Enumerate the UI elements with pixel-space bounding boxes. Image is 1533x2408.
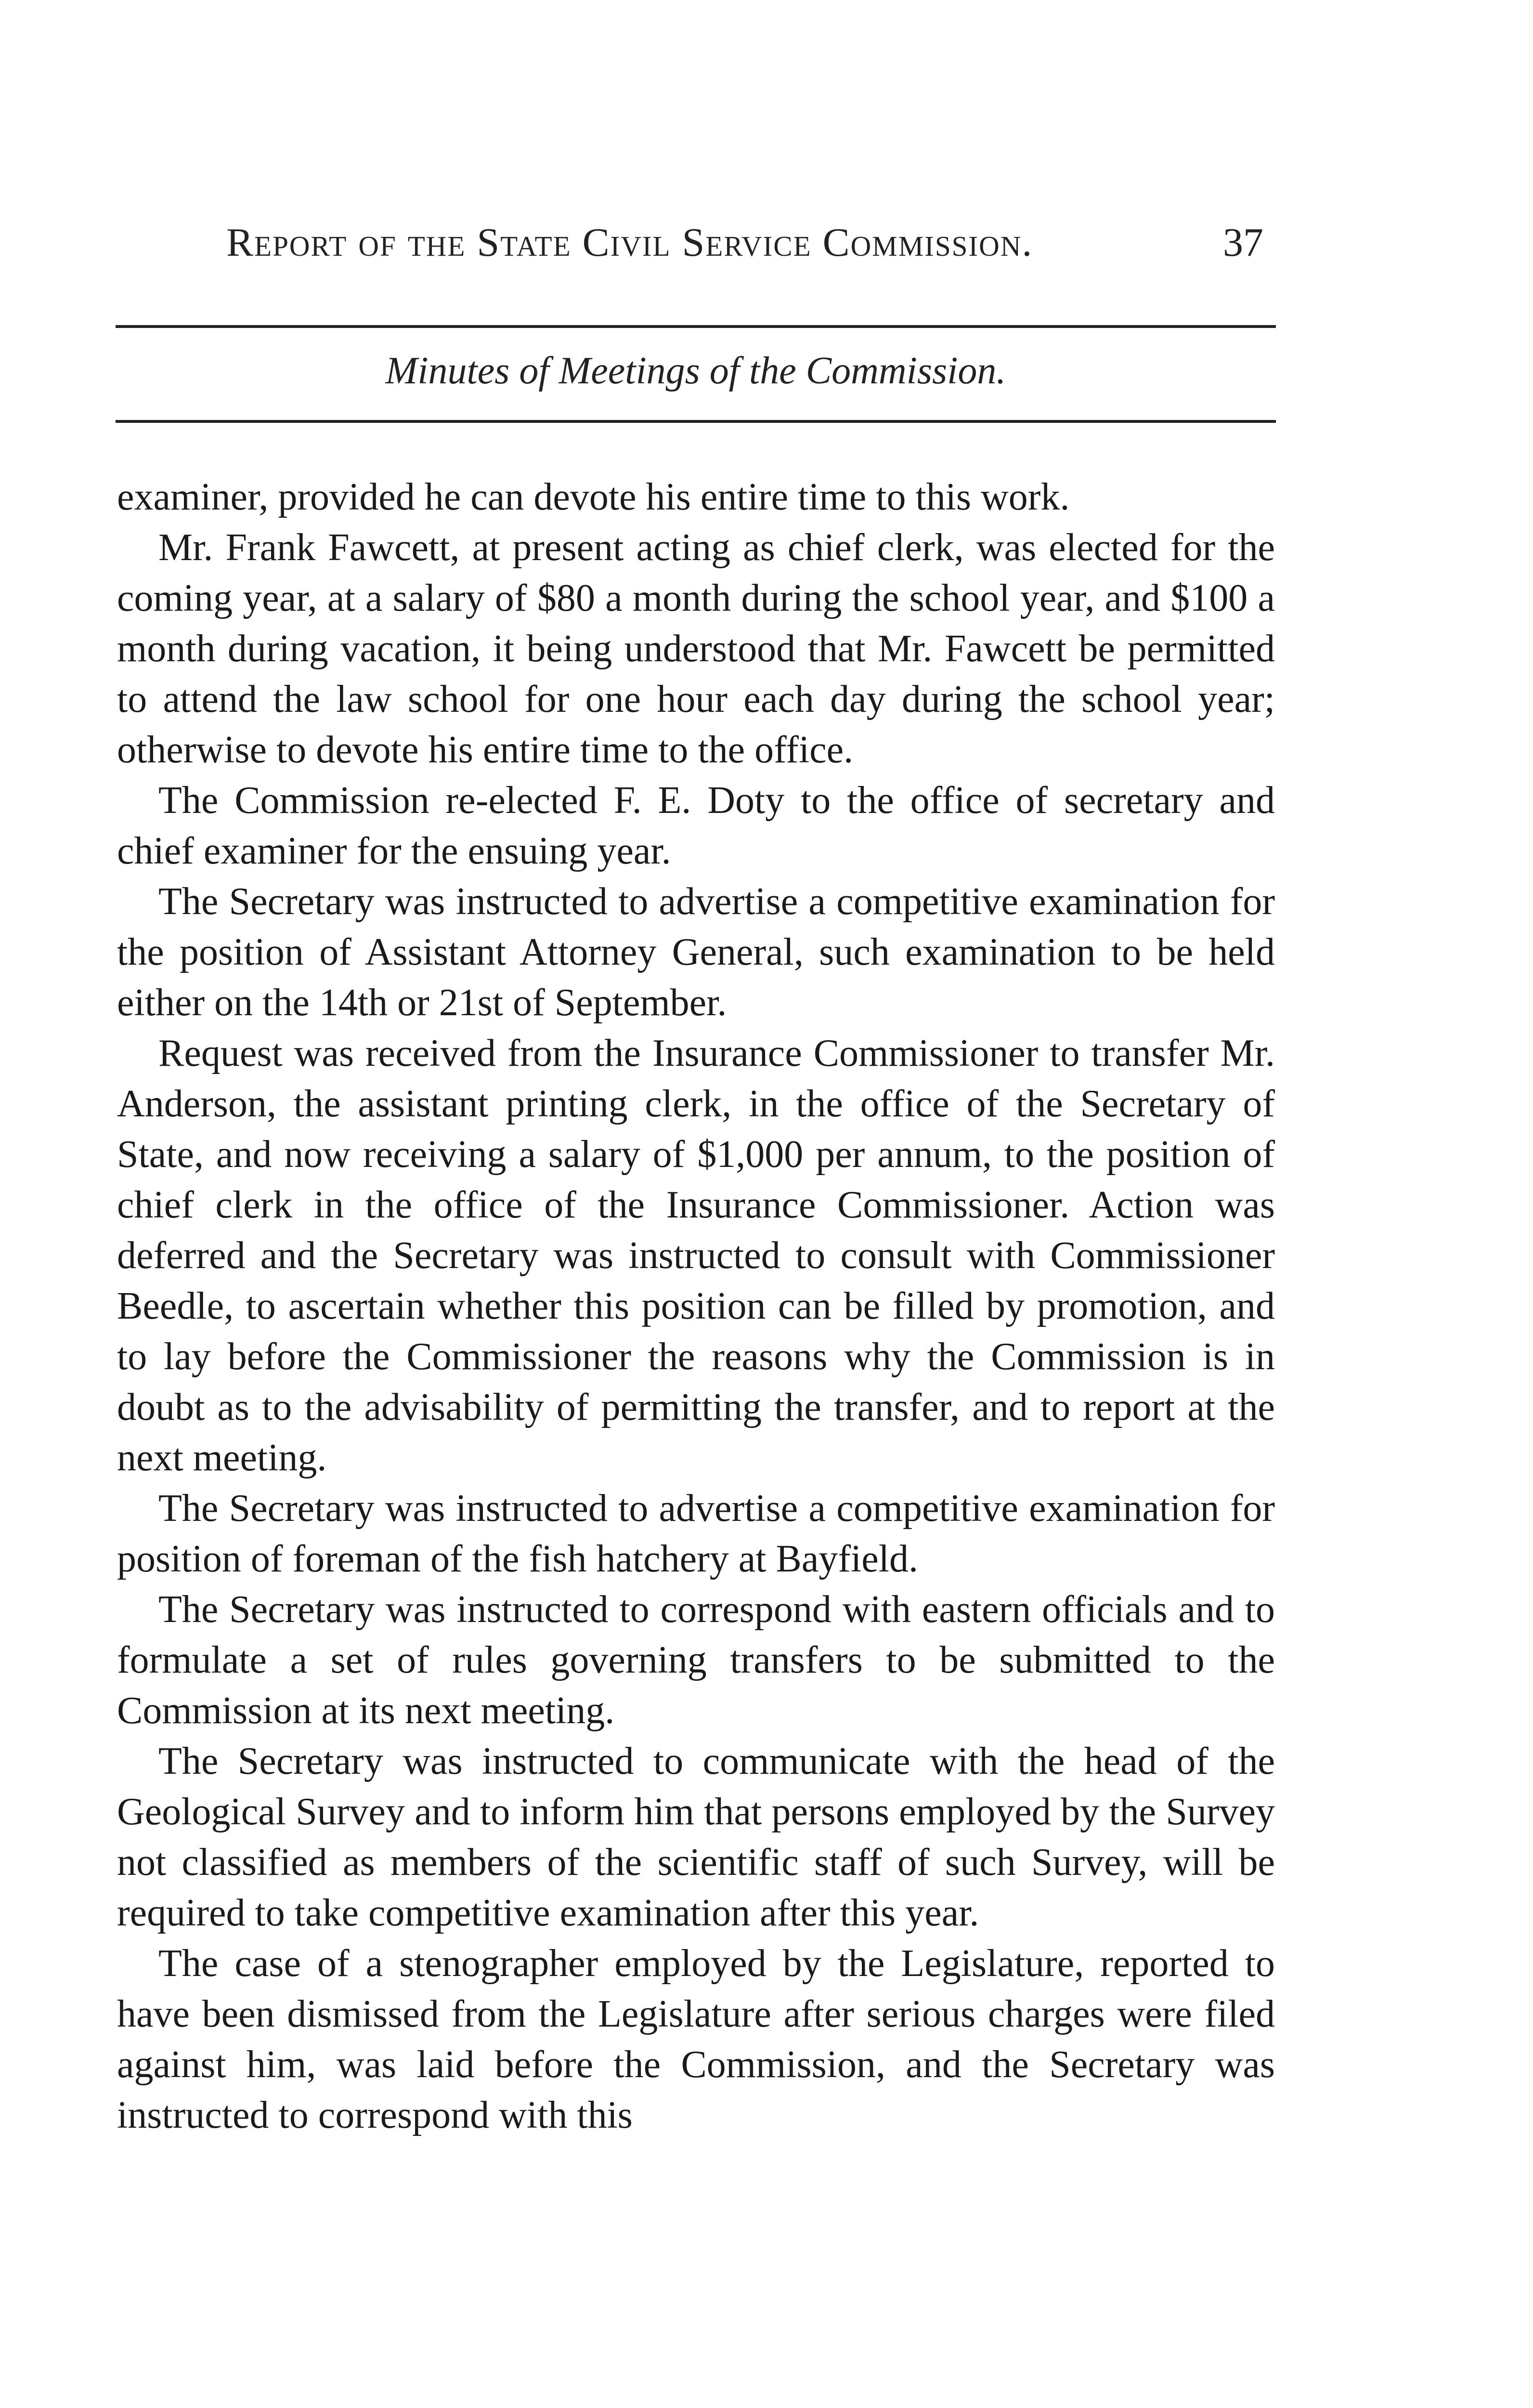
header-rule-top <box>116 325 1276 328</box>
header-rule-bottom <box>116 420 1276 423</box>
paragraph-continued: examiner, provided he can devote his entire time to this work. <box>117 476 1070 518</box>
paragraph: The Secretary was instructed to advertise a competitive examination for position of foreman of the fish hatchery at Bayfield. <box>117 1487 1275 1580</box>
paragraph: The Secretary was instructed to advertise a competitive examination for the position of Assistant Attorney General, such examination to be held either on the 14th or 21st of September. <box>117 880 1275 1024</box>
paragraph: Request was received from the Insurance Commissioner to transfer Mr. Anderson, the assistant printing clerk, in the office of the Secretary of State, and now receiving a salary of $1,000 per annum, to the position of chief clerk in the office of the Insurance Commissioner. Action was deferred and the Secretary was instructed to consult with Commissioner Beedle, to ascertain whether this position can be filled by promotion, and to lay before the Commissioner the reasons why the Commission is in doubt as to the advisability of permitting the transfer, and to report at the next meeting. <box>117 1032 1275 1479</box>
body-text <box>117 472 1275 2141</box>
paragraph: The Secretary was instructed to correspond with eastern officials and to formulate a set of rules governing transfers to be submitted to the Commission at its next meeting. <box>117 1588 1275 1732</box>
running-title: Report of the State Civil Service Commission. <box>226 220 1033 265</box>
paragraph: The Commission re-elected F. E. Doty to the office of secretary and chief examiner for the ensuing year. <box>117 779 1275 872</box>
paragraph: The Secretary was instructed to communicate with the head of the Geological Survey and to inform him that persons employed by the Survey not classified as members of the scientific staff of such Survey, will be required to take competitive examination after this year. <box>117 1740 1275 1934</box>
section-title: Minutes of Meetings of the Commission. <box>385 350 1006 392</box>
page-number: 37 <box>1223 220 1263 265</box>
paragraph: Mr. Frank Fawcett, at present acting as chief clerk, was elected for the coming year, at a salary of $80 a month during the school year, and $100 a month during vacation, it being understood that Mr. Fawcett be permitted to attend the law school for one hour each day during the school year; otherwise to devote his entire time to the office. <box>117 526 1275 771</box>
paragraph: The case of a stenographer employed by the Legislature, reported to have been dismissed from the Legislature after serious charges were filed against him, was laid before the Commission, and the Secretary was instructed to correspond with this <box>117 1942 1275 2136</box>
